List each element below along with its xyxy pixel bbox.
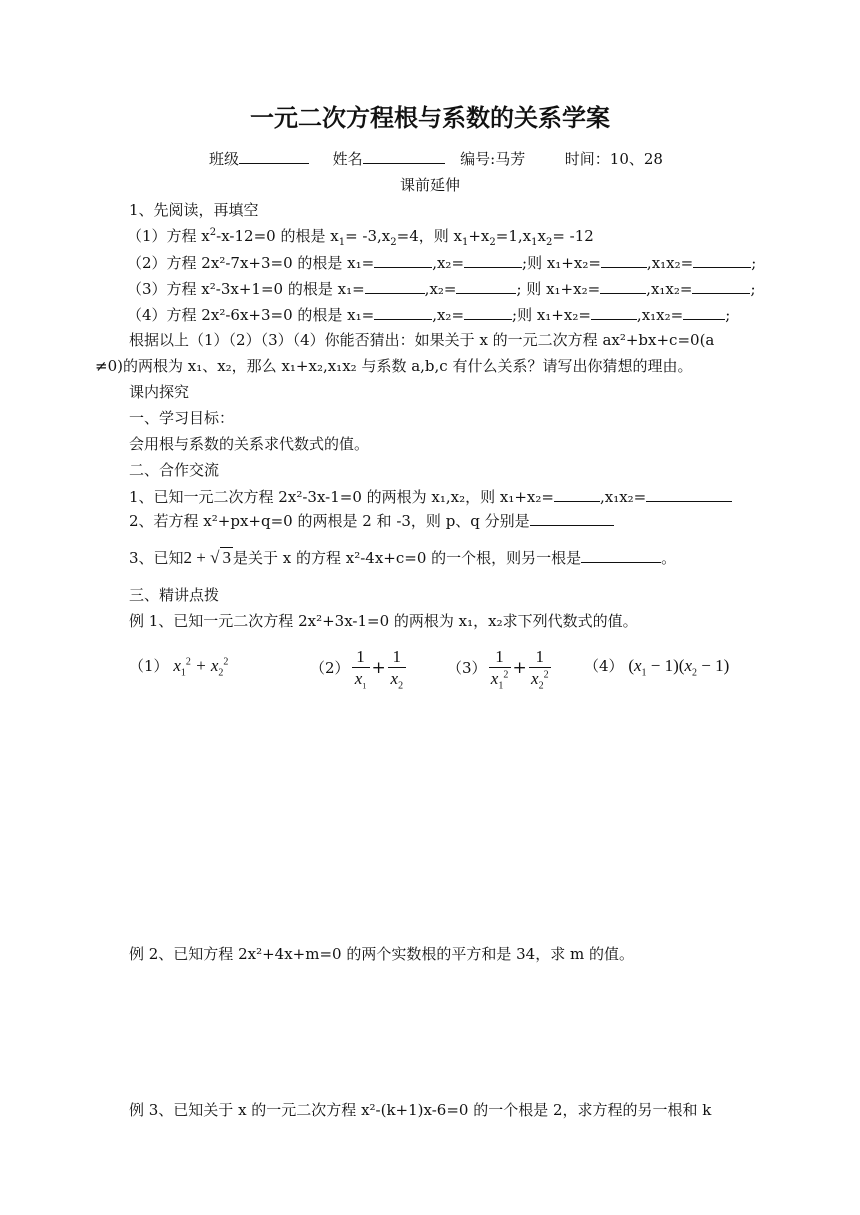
expr-product: $(x_1 - 1)(x_2 - 1)$ bbox=[628, 656, 730, 679]
blank[interactable] bbox=[581, 547, 661, 563]
ex1-part2: （2） $\frac{1}{x_1}$ + $\frac{1}{x_2}$ bbox=[310, 645, 408, 691]
blank[interactable] bbox=[693, 252, 751, 268]
blank[interactable] bbox=[600, 278, 646, 294]
expr-reciprocal-sum: $\frac{1}{x_1}$ + $\frac{1}{x_2}$ bbox=[350, 647, 408, 690]
info-line bbox=[209, 148, 663, 169]
example1: 例 1、已知一元二次方程 2x²+3x-1=0 的两根为 x₁，x₂求下列代数式的值。 bbox=[129, 612, 638, 630]
name-label: 姓名 bbox=[332, 150, 363, 168]
blank[interactable] bbox=[692, 278, 750, 294]
blank[interactable] bbox=[374, 252, 432, 268]
expr-reciprocal-square-sum: $\frac{1}{x_1^2}$ + $\frac{1}{x_2^2}$ bbox=[487, 647, 553, 690]
q1-item2: （2）方程 2x²-7x+3=0 的根是 x₁= ,x₂= ;则 x₁+x₂= ,x₁x₂= ; bbox=[127, 254, 757, 272]
time-label: 时间：10、28 bbox=[564, 150, 663, 168]
name-blank[interactable] bbox=[363, 148, 445, 164]
section1-goal: 会用根与系数的关系求代数式的值。 bbox=[129, 435, 370, 453]
blank[interactable] bbox=[591, 304, 637, 320]
section3-heading: 三、精讲点拨 bbox=[129, 586, 220, 604]
example2: 例 2、已知方程 2x²+4x+m=0 的两个实数根的平方和是 34，求 m 的值。 bbox=[129, 945, 634, 963]
section2-q3: 3、已知2 + √ 3 是关于 x 的方程 x²-4x+c=0 的一个根，则另一根是 。 bbox=[129, 548, 677, 567]
number-label: 编号:马芳 bbox=[460, 150, 526, 168]
section1-heading: 一、学习目标： bbox=[129, 409, 235, 427]
guess-line-1: 根据以上（1）（2）（3）（4）你能否猜出：如果关于 x 的一元二次方程 ax²+bx+c=0(a bbox=[129, 331, 715, 349]
blank[interactable] bbox=[464, 304, 512, 320]
q1-item1: （1）方程 $x^2-x-12=0$ 的根是 $x_1= -3,x_2=4$，则 $x_1+x_2=1,x_1x_2= -12$ bbox=[127, 227, 594, 248]
blank[interactable] bbox=[530, 510, 614, 526]
root-expression: 2 + √ 3 bbox=[183, 548, 231, 567]
blank[interactable] bbox=[374, 304, 432, 320]
pre-section-heading: 课前延伸 bbox=[399, 176, 460, 194]
ex1-part4: （4） $(x_1 - 1)(x_2 - 1)$ bbox=[584, 656, 730, 679]
q1-heading: 1、先阅读，再填空 bbox=[129, 201, 259, 219]
section2-q2: 2、若方程 x²+px+q=0 的两根是 2 和 -3，则 p、q 分别是 bbox=[129, 510, 614, 531]
guess-line-2: ≠0)的两根为 x₁、x₂，那么 x₁+x₂,x₁x₂ 与系数 a,b,c 有什么关系？请写出你猜想的理由。 bbox=[95, 357, 693, 375]
blank[interactable] bbox=[365, 278, 425, 294]
section2-q1: 1、已知一元二次方程 2x²-3x-1=0 的两根为 x₁,x₂，则 x₁+x₂= ,x₁x₂= bbox=[129, 486, 732, 507]
blank[interactable] bbox=[456, 278, 516, 294]
expr-sum-of-squares: $x_1^2 + x_2^2$ bbox=[173, 656, 229, 679]
ex1-part3: （3） $\frac{1}{x_1^2}$ + $\frac{1}{x_2^2}$ bbox=[447, 645, 553, 691]
q1-item4: （4）方程 2x²-6x+3=0 的根是 x₁= ,x₂= ;则 x₁+x₂= ,x₁x₂= ; bbox=[127, 306, 731, 324]
blank[interactable] bbox=[554, 486, 600, 502]
page-title: 一元二次方程根与系数的关系学案 bbox=[250, 104, 610, 132]
q1-item3: （3）方程 x²-3x+1=0 的根是 x₁= ,x₂= ; 则 x₁+x₂= ,x₁x₂= ; bbox=[127, 280, 756, 298]
section2-heading: 二、合作交流 bbox=[129, 461, 220, 479]
blank[interactable] bbox=[646, 486, 732, 502]
blank[interactable] bbox=[464, 252, 522, 268]
blank[interactable] bbox=[601, 252, 647, 268]
class-label: 班级 bbox=[209, 150, 240, 168]
blank[interactable] bbox=[683, 304, 725, 320]
ex1-part1: （1） $x_1^2 + x_2^2$ bbox=[129, 656, 229, 679]
in-class-heading: 课内探究 bbox=[129, 383, 190, 401]
example3: 例 3、已知关于 x 的一元二次方程 x²-(k+1)x-6=0 的一个根是 2，求方程的另一根和 k bbox=[129, 1101, 712, 1119]
class-blank[interactable] bbox=[239, 148, 309, 164]
